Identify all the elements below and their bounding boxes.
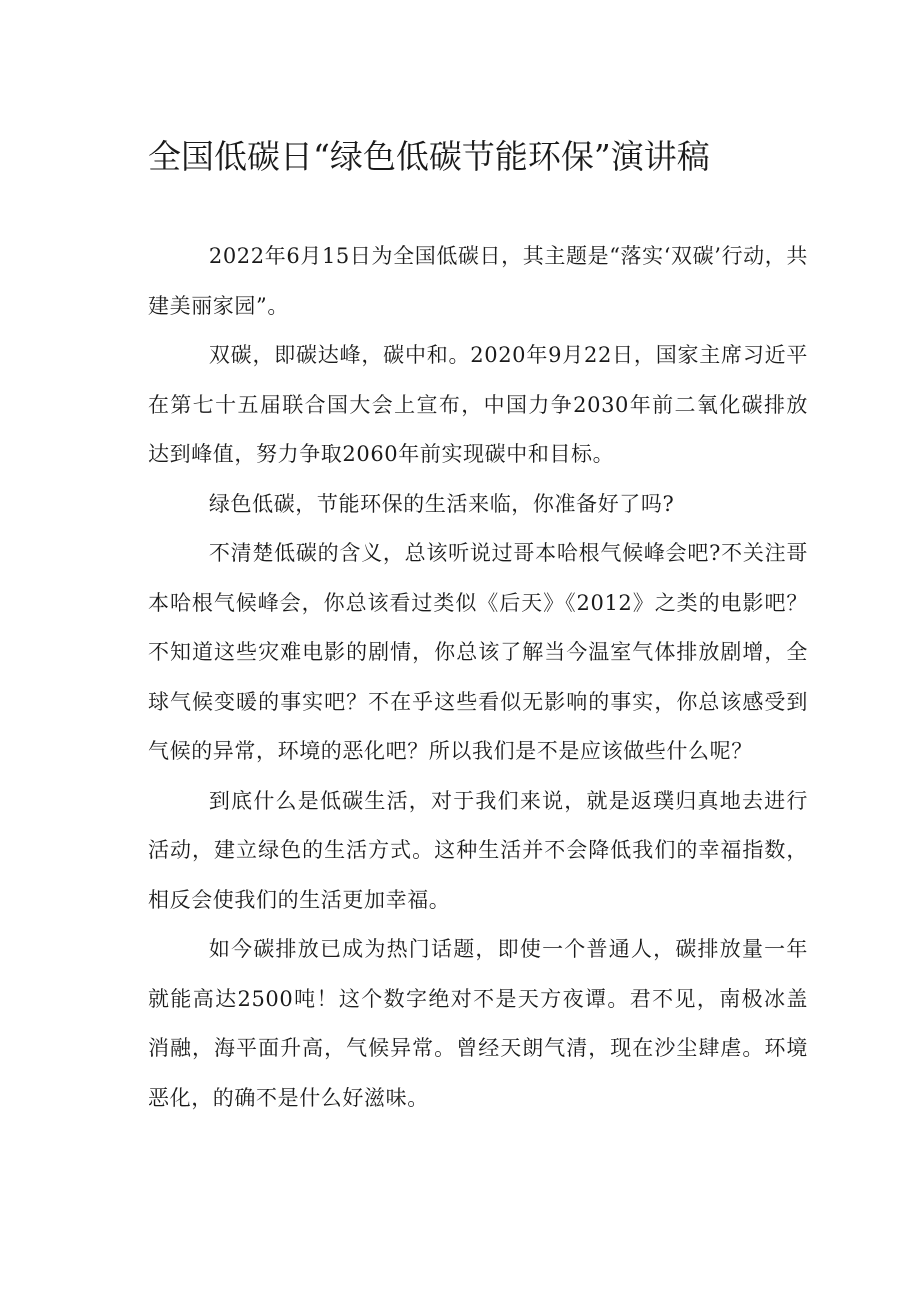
paragraph-low-carbon-day: 2022年6月15日为全国低碳日，其主题是“落实‘双碳’行动，共建美丽家园”。 <box>148 244 808 318</box>
paragraph-climate-questions: 不清楚低碳的含义，总该听说过哥本哈根气候峰会吧?不关注哥本哈根气候峰会，你总该看过类似《后天》《2012》之类的电影吧？不知道这些灾难电影的剧情，你总该了解当今温室气体排放剧增，全球气候变暖的事实吧？不在乎这些看似无影响的事实，你总该感受到气候的异常，环境的恶化吧？所以我们是不是应该做些什么呢？ <box>148 541 808 763</box>
document-body <box>148 232 808 1123</box>
paragraph-dual-carbon: 双碳，即碳达峰，碳中和。2020年9月22日，国家主席习近平在第七十五届联合国大会上宣布，中国力争2030年前二氧化碳排放达到峰值，努力争取2060年前实现碳中和目标。 <box>148 343 808 466</box>
paragraph-low-carbon-life: 到底什么是低碳生活，对于我们来说，就是返璞归真地去进行活动，建立绿色的生活方式。这种生活并不会降低我们的幸福指数，相反会使我们的生活更加幸福。 <box>148 788 808 912</box>
paragraph-emissions: 如今碳排放已成为热门话题，即使一个普通人，碳排放量一年就能高达2500吨！这个数字绝对不是天方夜谭。君不见，南极冰盖消融，海平面升高，气候异常。曾经天朗气清，现在沙尘肆虐。环境恶化，的确不是什么好滋味。 <box>148 937 808 1110</box>
document-title: 全国低碳日“绿色低碳节能环保”演讲稿 <box>148 137 710 176</box>
paragraph-ready-question: 绿色低碳，节能环保的生活来临，你准备好了吗? <box>208 491 675 516</box>
